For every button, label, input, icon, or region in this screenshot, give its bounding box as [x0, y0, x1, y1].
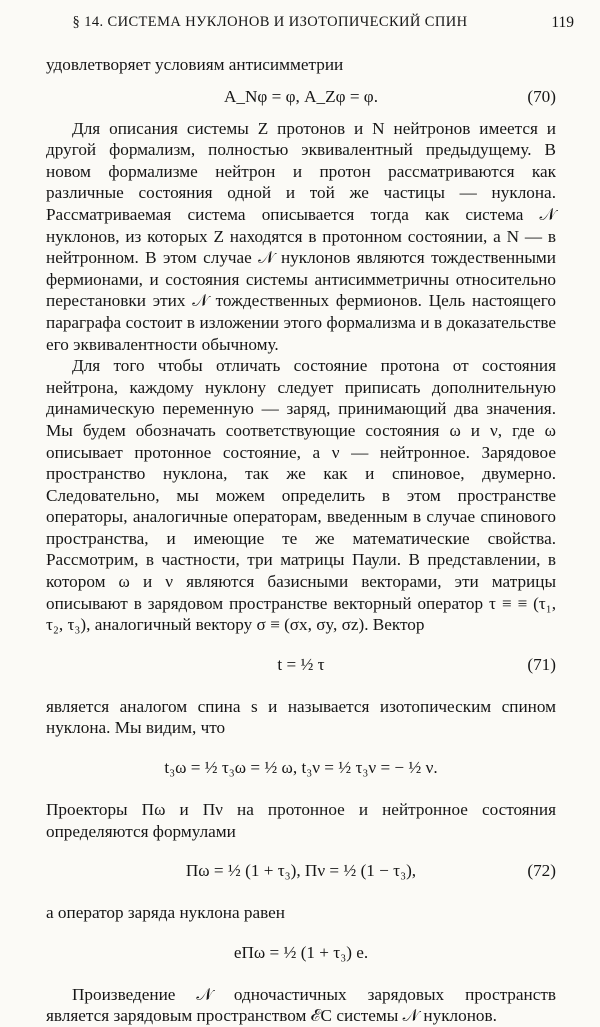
- equation-formula: A_Nφ = φ, A_Zφ = φ.: [223, 86, 379, 106]
- equation-charge: [46, 930, 556, 978]
- paragraph-projectors: Проекторы Πω и Πν на протонное и нейтронное состояния определяются формулами: [46, 800, 556, 841]
- running-head: § 14. СИСТЕМА НУКЛОНОВ И ИЗОТОПИЧЕСКИЙ СПИН: [72, 14, 468, 30]
- paragraph-product-space: Произведение 𝒩 одночастичных зарядовых пространств является зарядовым пространством ℰC системы 𝒩 нуклонов.: [46, 984, 556, 1026]
- page-number: 119: [551, 14, 574, 31]
- equation-formula: t₃ω = ½ τ₃ω = ½ ω, t₃ν = ½ τ₃ν = − ½ ν.: [164, 758, 438, 778]
- equation-number: (71): [527, 654, 556, 674]
- paragraph-formalism: Для описания системы Z протонов и N нейтронов имеется и другой формализм, полностью эквивалентный предыдущему. В новом формализме нейтрон и протон рассматриваются как различные состояния одной и той же частицы — нуклона. Рассматриваемая система описывается тогда как система 𝒩 нуклонов, из которых Z находятся в протонном состоянии, а N — в нейтронном. В этом случае 𝒩 нуклонов являются тождественными фермионами, и состояния системы антисимметричны относительно перестановки этих 𝒩 тождественных фермионов. Цель настоящего параграфа состоит в изложении этого формализма и в доказательстве его эквивалентности обычному.: [46, 118, 556, 354]
- equation-70: [46, 82, 556, 112]
- equation-formula: eΠω = ½ (1 + τ₃) e.: [233, 942, 369, 962]
- paragraph-charge-variable: Для того чтобы отличать состояние протона от состояния нейтрона, каждому нуклону следует приписать дополнительную динамическую переменную — заряд, принимающий два значения. Мы будем обозначать соответствующие состояния ω и ν, где ω описывает протонное состояние, а ν — нейтронное. Зарядовое пространство нуклона, так же как и спиновое, двумерно. Следовательно, мы можем определить в этом пространстве операторы, аналогичные операторам, введенным в случае спинового пространства, и имеющие те же математические свойства. Рассмотрим, в частности, три матрицы Паули. В представлении, в котором ω и ν являются базисными векторами, эти матрицы описывают в зарядовом пространстве векторный оператор τ ≡ ≡ (τ₁, τ₂, τ₃), аналогичный вектору σ ≡ (σx, σy, σz). Вектор: [46, 356, 556, 635]
- paragraph-isospin: является аналогом спина s и называется изотопическим спином нуклона. Мы видим, что: [46, 696, 556, 738]
- equation-formula: Πω = ½ (1 + τ₃), Πν = ½ (1 − τ₃),: [185, 861, 417, 881]
- intro-line: удовлетворяет условиям антисимметрии: [46, 55, 344, 74]
- equation-number: (70): [527, 86, 556, 106]
- page-body: [46, 54, 556, 1027]
- equation-72: [46, 848, 556, 896]
- equation-number: (72): [527, 861, 556, 881]
- equation-71: [46, 642, 556, 690]
- page-header: [0, 14, 600, 36]
- equation-formula: t = ½ τ: [277, 654, 325, 674]
- equation-t3: [46, 745, 556, 793]
- paragraph-charge-operator: а оператор заряда нуклона равен: [46, 903, 285, 923]
